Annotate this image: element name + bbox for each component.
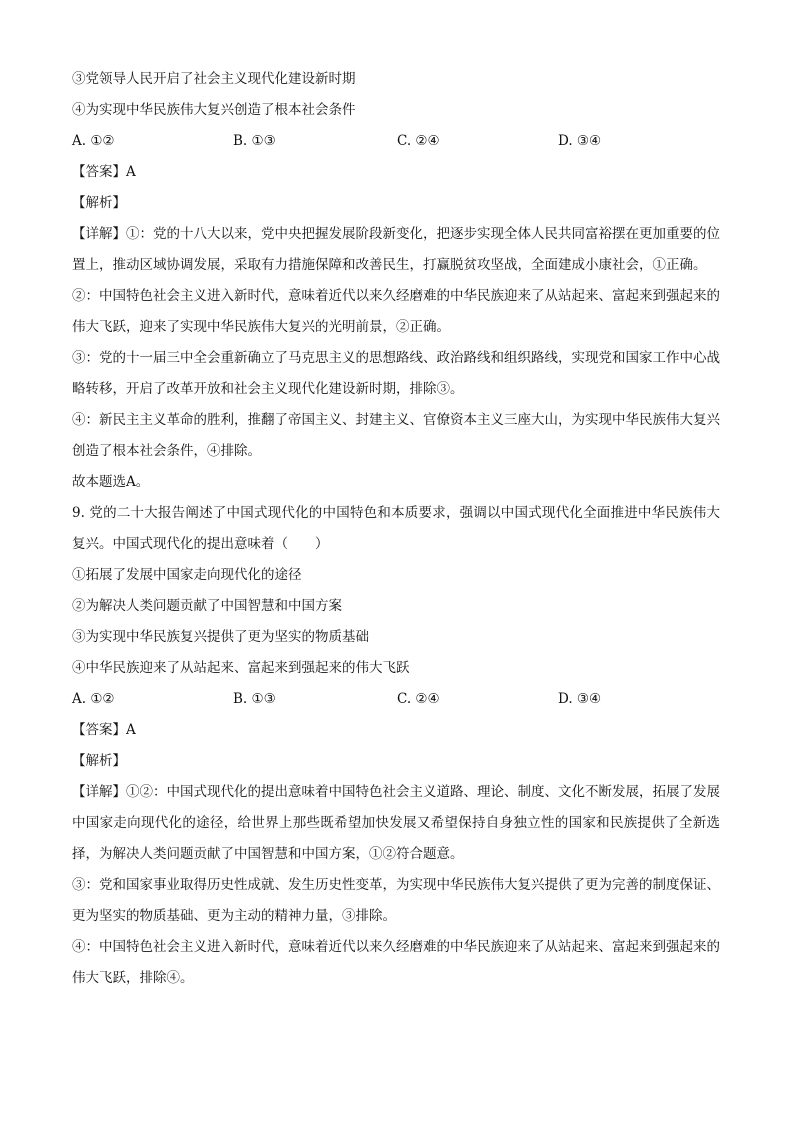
q9-detail-2: ③：党和国家事业取得历史性成就、发生历史性变革，为实现中华民族伟大复兴提供了更为完善的制度保证、更为坚实的物质基础、更为主动的精神力量，③排除。 [72, 877, 720, 924]
q8-option-3: ③党领导人民开启了社会主义现代化建设新时期 [72, 71, 356, 87]
q8-conclusion: 故本题选A。 [72, 474, 150, 490]
q8-choice-a: A. ①② [72, 133, 115, 149]
q9-option-1: ①拓展了发展中国家走向现代化的途径 [72, 567, 302, 583]
q8-choice-b: B. ①③ [233, 133, 276, 149]
q9-choice-a: A. ①② [72, 691, 115, 707]
q9-option-2: ②为解决人类问题贡献了中国智慧和中国方案 [72, 598, 342, 614]
q8-analysis-label: 【解析】 [72, 195, 126, 211]
q9-analysis-label: 【解析】 [72, 753, 126, 769]
q8-answer: 【答案】A [72, 164, 136, 180]
q8-option-4: ④为实现中华民族伟大复兴创造了根本社会条件 [72, 102, 356, 118]
q8-detail-4: ④：新民主主义革命的胜利，推翻了帝国主义、封建主义、官僚资本主义三座大山，为实现中华民族伟大复兴创造了根本社会条件，④排除。 [72, 412, 720, 459]
q8-detail-1: 【详解】①：党的十八大以来，党中央把握发展阶段新变化，把逐步实现全体人民共同富裕摆在更加重要的位置上，推动区域协调发展，采取有力措施保障和改善民生，打赢脱贫攻坚战，全面建成小康社会，①正确。 [72, 226, 720, 273]
q9-stem: 9. 党的二十大报告阐述了中国式现代化的中国特色和本质要求，强调以中国式现代化全面推进中华民族伟大复兴。中国式现代化的提出意味着（ ） [72, 505, 720, 552]
q9-choice-c: C. ②④ [397, 691, 440, 707]
q8-choice-d: D. ③④ [558, 133, 602, 149]
q9-detail-3: ④：中国特色社会主义进入新时代，意味着近代以来久经磨难的中华民族迎来了从站起来、富起来到强起来的伟大飞跃，排除④。 [72, 939, 720, 986]
q9-choice-b: B. ①③ [233, 691, 276, 707]
q9-choice-d: D. ③④ [558, 691, 602, 707]
q8-detail-2: ②：中国特色社会主义进入新时代，意味着近代以来久经磨难的中华民族迎来了从站起来、富起来到强起来的伟大飞跃，迎来了实现中华民族伟大复兴的光明前景，②正确。 [72, 288, 720, 335]
q9-choices [72, 684, 720, 715]
q9-detail-1: 【详解】①②：中国式现代化的提出意味着中国特色社会主义道路、理论、制度、文化不断发展，拓展了发展中国家走向现代化的途径，给世界上那些既希望加快发展又希望保持自身独立性的国家和民族提供了全新选择，为解决人类问题贡献了中国智慧和中国方案，①②符合题意。 [72, 784, 720, 862]
q9-answer: 【答案】A [72, 722, 136, 738]
document-page [72, 64, 720, 994]
q8-detail-3: ③：党的十一届三中全会重新确立了马克思主义的思想路线、政治路线和组织路线，实现党和国家工作中心战略转移，开启了改革开放和社会主义现代化建设新时期，排除③。 [72, 350, 720, 397]
q9-option-4: ④中华民族迎来了从站起来、富起来到强起来的伟大飞跃 [72, 660, 410, 676]
q8-choices [72, 126, 720, 157]
q8-choice-c: C. ②④ [397, 133, 440, 149]
q9-option-3: ③为实现中华民族复兴提供了更为坚实的物质基础 [72, 629, 369, 645]
